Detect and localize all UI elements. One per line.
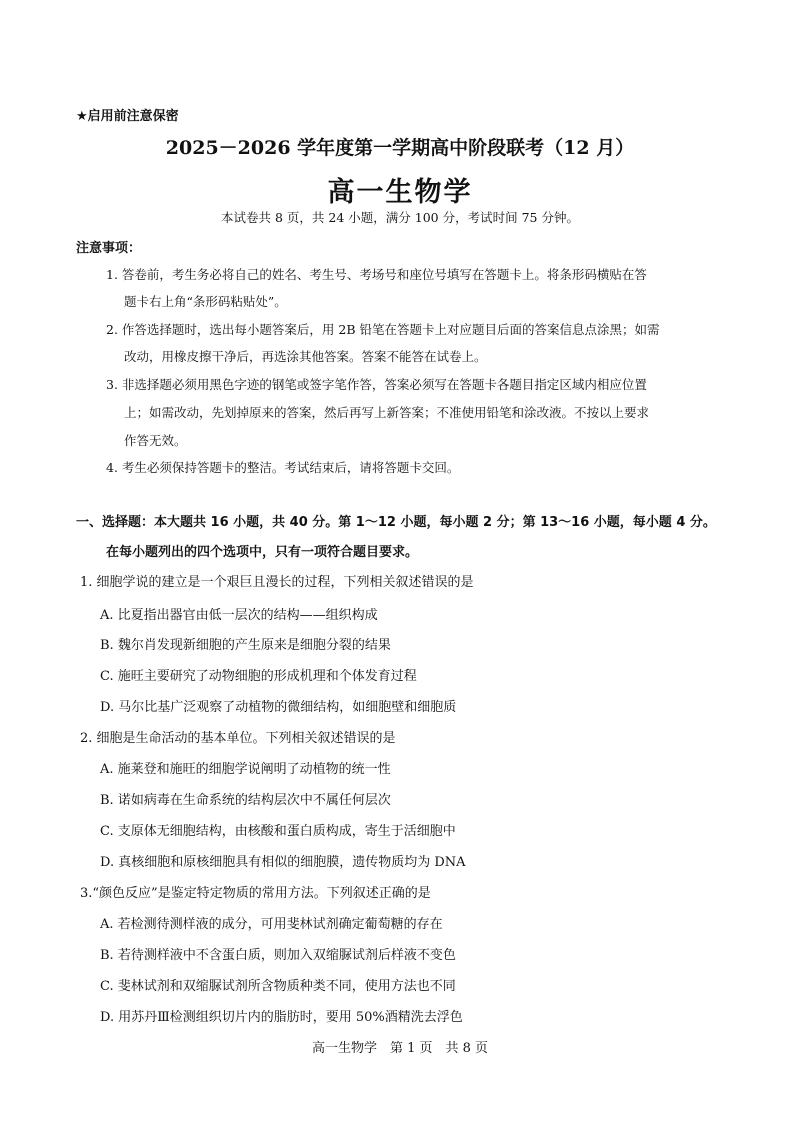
question-option: D. 马尔比基广泛观察了动植物的微细结构，如细胞壁和细胞质 [100, 700, 457, 715]
notice-line: 3. 非选择题必须用黑色字迹的钢笔或签字笔作答，答案必须写在答题卡各题目指定区域内相应位置 [106, 377, 647, 392]
question-option: D. 真核细胞和原核细胞具有相似的细胞膜，遗传物质均为 DNA [100, 855, 466, 870]
notice-line: 上；如需改动，先划掉原来的答案，然后再写上新答案；不准使用铅笔和涂改液。不按以上要求 [124, 405, 650, 420]
section-heading: 一、选择题：本大题共 16 小题，共 40 分。第 1～12 小题，每小题 2 分；第 13～16 小题，每小题 4 分。 [76, 515, 716, 530]
question-option: C. 斐林试剂和双缩脲试剂所含物质种类不同，使用方法也不同 [100, 979, 456, 994]
question-option: A. 施莱登和施旺的细胞学说阐明了动植物的统一性 [100, 762, 391, 777]
notice-line: 作答无效。 [124, 433, 187, 448]
question-option: A. 比夏指出器官由低一层次的结构——组织构成 [100, 608, 378, 623]
confidential-mark: ★启用前注意保密 [76, 109, 179, 124]
question-option: D. 用苏丹Ⅲ检测组织切片内的脂肪时，要用 50%酒精洗去浮色 [100, 1010, 463, 1025]
question-option: C. 支原体无细胞结构，由核酸和蛋白质构成，寄生于活细胞中 [100, 824, 456, 839]
notice-line: 改动，用橡皮擦干净后，再选涂其他答案。答案不能答在试卷上。 [124, 349, 487, 364]
notice-line: 4. 考生必须保持答题卡的整洁。考试结束后，请将答题卡交回。 [106, 460, 460, 475]
notice-heading: 注意事项： [76, 241, 142, 256]
question-stem: 3.“颜色反应”是鉴定特定物质的常用方法。下列叙述正确的是 [80, 886, 431, 901]
notice-line: 1. 答卷前，考生务必将自己的姓名、考生号、考场号和座位号填写在答题卡上。将条形码横贴在答 [106, 267, 647, 282]
question-stem: 2. 细胞是生命活动的基本单位。下列相关叙述错误的是 [80, 731, 396, 746]
question-option: B. 诺如病毒在生命系统的结构层次中不属任何层次 [100, 793, 391, 808]
question-stem: 1. 细胞学说的建立是一个艰巨且漫长的过程，下列相关叙述错误的是 [80, 575, 474, 590]
question-option: C. 施旺主要研究了动物细胞的形成机理和个体发育过程 [100, 669, 417, 684]
page-footer: 高一生物学 第 1 页 共 8 页 [311, 1041, 489, 1056]
exam-title: 2025－2026 学年度第一学期高中阶段联考（12 月） [165, 137, 635, 159]
notice-line: 题卡右上角“条形码粘贴处”。 [124, 294, 287, 309]
question-option: A. 若检测待测样液的成分，可用斐林试剂确定葡萄糖的存在 [100, 917, 443, 932]
exam-info: 本试卷共 8 页，共 24 小题，满分 100 分，考试时间 75 分钟。 [221, 210, 579, 225]
notice-line: 2. 作答选择题时，选出每小题答案后，用 2B 铅笔在答题卡上对应题目后面的答案信息点涂黑；如需 [106, 322, 660, 337]
question-option: B. 若待测样液中不含蛋白质，则加入双缩脲试剂后样液不变色 [100, 948, 456, 963]
section-subheading: 在每小题列出的四个选项中，只有一项符合题目要求。 [106, 545, 419, 560]
subject-title: 高一生物学 [327, 177, 473, 208]
question-option: B. 魏尔肖发现新细胞的产生原来是细胞分裂的结果 [100, 638, 391, 653]
